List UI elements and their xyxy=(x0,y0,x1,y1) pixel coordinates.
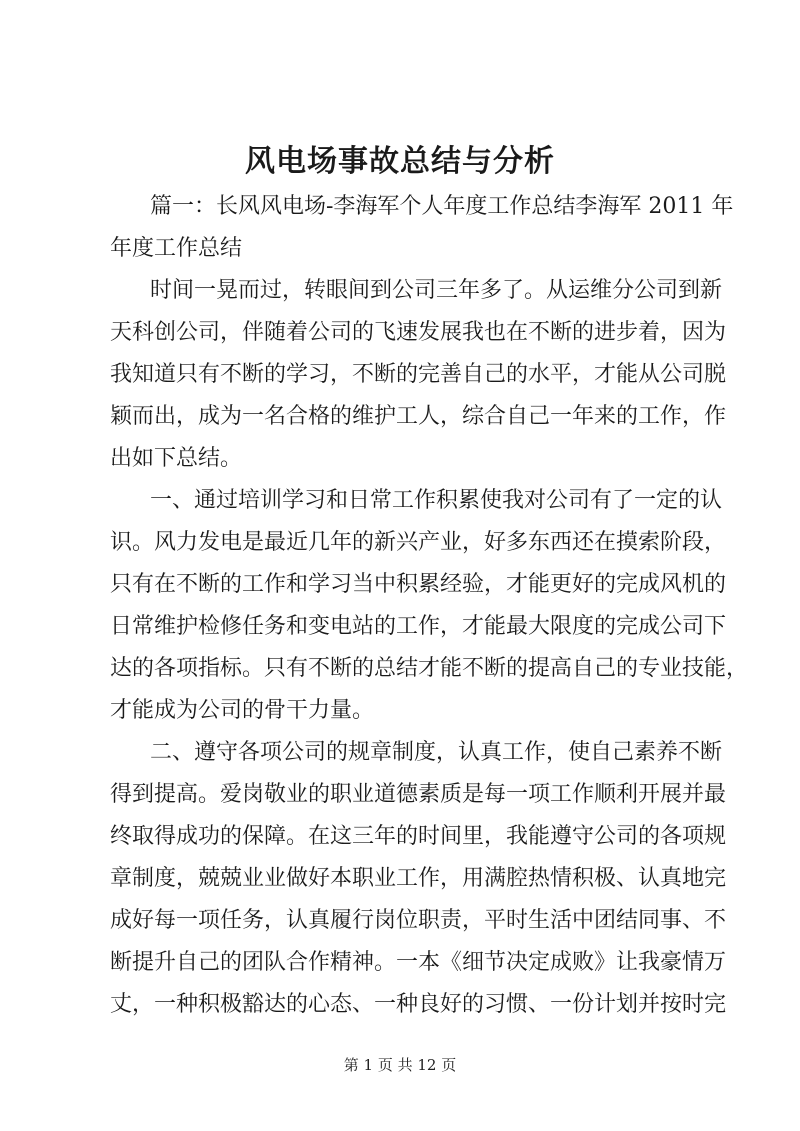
paragraph-line: 终取得成功的保障。在这三年的时间里，我能遵守公司的各项规 xyxy=(110,824,727,849)
paragraph-line: 章制度，兢兢业业做好本职业工作，用满腔热情积极、认真地完 xyxy=(110,866,727,891)
paragraph-line: 天科创公司，伴随着公司的飞速发展我也在不断的进步着，因为 xyxy=(110,320,727,345)
paragraph-line: 一、通过培训学习和日常工作积累使我对公司有了一定的认 xyxy=(150,488,723,513)
paragraph-line: 识。风力发电是最近几年的新兴产业，好多东西还在摸索阶段， xyxy=(110,530,727,555)
paragraph-line: 成好每一项任务，认真履行岗位职责，平时生活中团结同事、不 xyxy=(110,908,727,933)
paragraph-line: 日常维护检修任务和变电站的工作，才能最大限度的完成公司下 xyxy=(110,614,727,639)
paragraph-line: 断提升自己的团队合作精神。一本《细节决定成败》让我豪情万 xyxy=(110,950,727,975)
paragraph-line: 才能成为公司的骨干力量。 xyxy=(110,698,375,723)
paragraph-line: 达的各项指标。只有不断的总结才能不断的提高自己的专业技能， xyxy=(110,656,749,681)
paragraph-line: 颖而出，成为一名合格的维护工人，综合自己一年来的工作，作 xyxy=(110,404,727,429)
paragraph-line: 丈，一种积极豁达的心态、一种良好的习惯、一份计划并按时完 xyxy=(110,992,727,1017)
paragraph-line: 二、遵守各项公司的规章制度，认真工作，使自己素养不断 xyxy=(150,740,723,765)
paragraph-line: 年度工作总结 xyxy=(110,236,243,261)
document-title: 风电场事故总结与分析 xyxy=(245,144,555,179)
paragraph-line: 时间一晃而过，转眼间到公司三年多了。从运维分公司到新 xyxy=(150,278,723,303)
page-number-footer: 第 1 页 共 12 页 xyxy=(343,1056,457,1074)
paragraph-line: 出如下总结。 xyxy=(110,446,243,471)
paragraph-line: 篇一：长风风电场-李海军个人年度工作总结李海军 2011 年 xyxy=(150,194,734,219)
paragraph-line: 只有在不断的工作和学习当中积累经验，才能更好的完成风机的 xyxy=(110,572,727,597)
paragraph-line: 得到提高。爱岗敬业的职业道德素质是每一项工作顺利开展并最 xyxy=(110,782,727,807)
paragraph-line: 我知道只有不断的学习，不断的完善自己的水平，才能从公司脱 xyxy=(110,362,727,387)
